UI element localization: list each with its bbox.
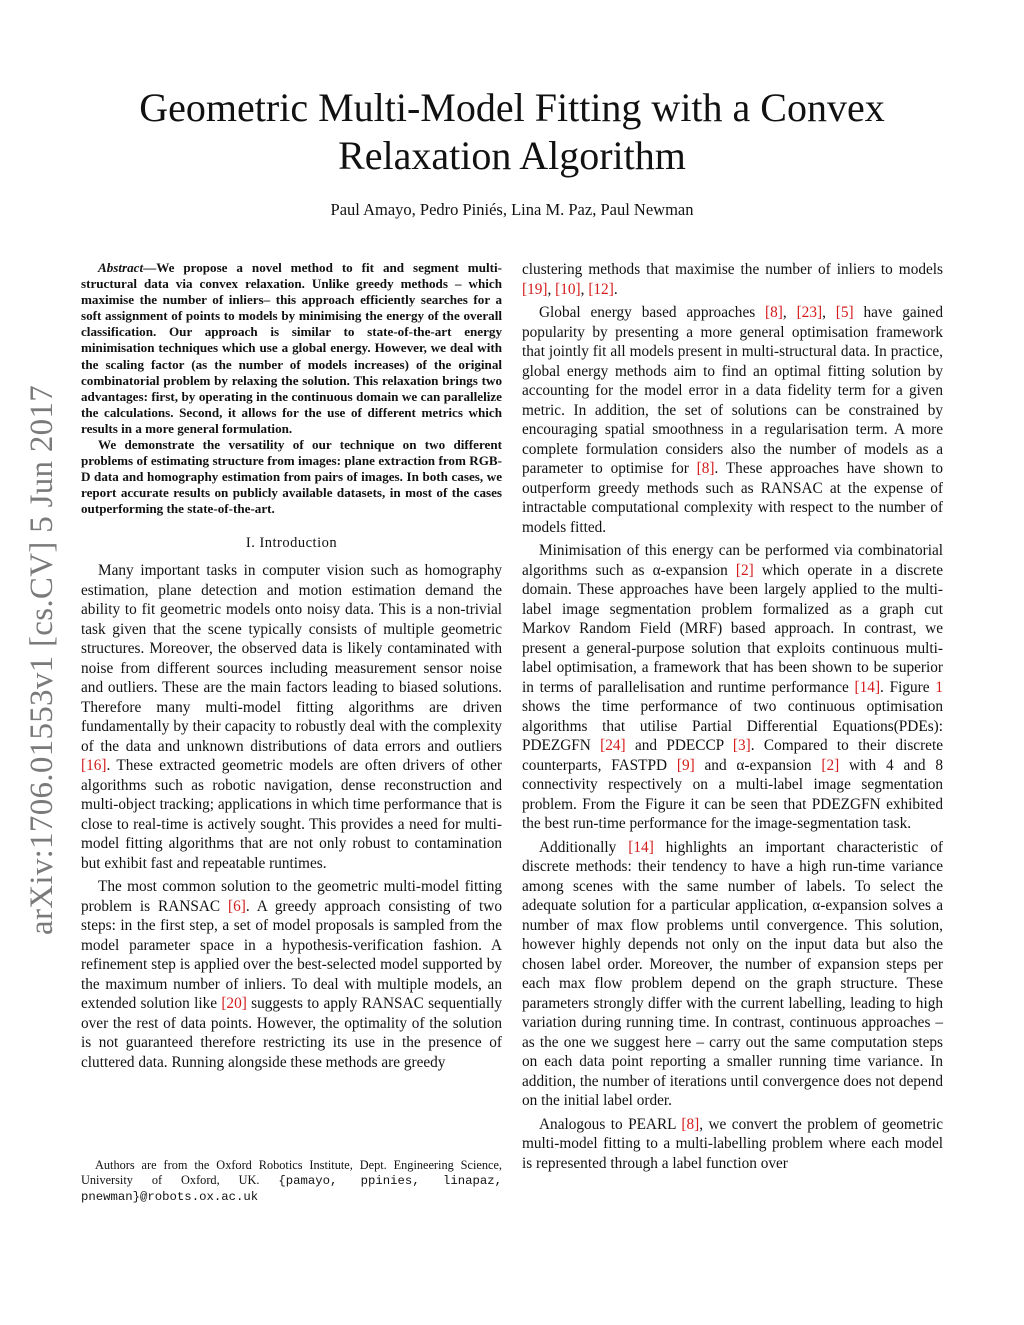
right-paragraph-1: Global energy based approaches [8], [23], [5] have gained popularity by presenting a more general optimisation framework that jointly fit all models present in multi-structural data. In practice, global energy methods aim to find an optimal fitting solution by accounting for the model error in a data fidelity term for a given metric. In addition, the set of solutions can be constrained by encouraging spatial smoothness in a regularisation term. A more complete formulation considers also the number of models as a parameter to optimise for [8]. These approaches have shown to outperform greedy methods such as RANSAC at the expense of intractable computational complexity with respect to the number of models fitted. [522, 304, 943, 536]
citation-link[interactable]: [8] [696, 460, 715, 477]
section-heading-introduction: I. Introduction [245, 534, 338, 551]
citation-link[interactable]: [20] [221, 995, 247, 1012]
citation-link[interactable]: [12] [588, 280, 614, 298]
citation-link[interactable]: [16] [81, 757, 107, 774]
paper-title: Geometric Multi-Model Fitting with a Convex Relaxation Algorithm [139, 85, 885, 178]
figure-link[interactable]: 1 [935, 678, 943, 696]
abstract-paragraph-2: We demonstrate the versatility of our technique on two different problems of estimating structure from images: plane extraction from RGB-D data and homography estimation from pairs of images. In both cases, we report accurate results on publicly available datasets, in most of the cases outperforming the state-of-the-art. [81, 437, 502, 517]
author-list: Paul Amayo, Pedro Piniés, Lina M. Paz, Paul Newman [330, 200, 694, 219]
citation-link[interactable]: [6] [228, 897, 246, 915]
left-column [81, 260, 502, 1076]
citation-link[interactable]: [5] [835, 304, 854, 321]
citation-link[interactable]: [3] [732, 737, 751, 754]
right-paragraph-2: Minimisation of this energy can be performed via combinatorial algorithms such as α-expansion [2] which operate in a discrete domain. These approaches have been largely applied to the multi-label image segmentation problem formalized as a graph cut Markov Random Field (MRF) based approach. In contrast, we present a general-purpose solution that exploits continuous multi-label optimisation, a framework that has been shown to be superior in terms of parallelisation and runtime performance [14]. Figure 1 shows the time performance of two continuous optimisation algorithms that utilise Partial Differential Equations(PDEs): PDEZGFN [24] and PDECCP [3]. Compared to their discrete counterparts, FASTPD [9] and α-expansion [2] with 4 and 8 connectivity respectively on a multi-label image segmentation problem. From the Figure it can be seen that PDEZGFN exhibited the best run-time performance for the image-segmentation task. [522, 542, 943, 832]
intro-paragraph-2: The most common solution to the geometric multi-model fitting problem is RANSAC [6]. A greedy approach consisting of two steps: in the first step, a set of model proposals is sampled from the model parameter space in a hypothesis-verification fashion. A refinement step is applied over the best-selected model supported by the maximum number of inliers. To deal with multiple models, an extended solution like [20] suggests to apply RANSAC sequentially over the rest of data points. However, the optimality of the solution is not guaranteed therefore restricting its use in the presence of cluttered data. Running alongside these methods are greedy [81, 878, 502, 1071]
citation-link[interactable]: [14] [854, 678, 881, 696]
citation-link[interactable]: [9] [676, 756, 695, 774]
right-column [522, 260, 943, 1177]
right-paragraph-3: Additionally [14] highlights an important characteristic of discrete methods: their tendency to have a high run-time variance among scenes with the same number of labels. To select the adequate solution for a particular application, α-expansion solves a number of max flow problems until convergence. This solution, however highly depends not only on the input data but also the chosen label order. Moreover, the number of expansion steps per each max flow problem depend on the graph structure. These parameters strongly differ with the current labelling, leading to high variation during running time. In contrast, continuous approaches – as the one we suggest here – carry out the same computation steps on each data point reporting a smaller running time variance. In addition, the number of iterations until convergence does not depend on the initial label order. [522, 838, 943, 1109]
citation-link[interactable]: [24] [600, 737, 626, 754]
footnote-email: {pamayo, ppinies, linapaz, pnewman}@robots.ox.ac.uk [81, 1174, 502, 1204]
footnote: Authors are from the Oxford Robotics Institute, Dept. Engineering Science, University of Oxford, UK. {pamayo, ppinies, linapaz, pnewman}@robots.ox.ac.uk [81, 1158, 502, 1204]
abstract-label: Abstract [98, 260, 144, 275]
citation-link[interactable]: [23] [796, 304, 823, 321]
right-paragraph-0: clustering methods that maximise the number of inliers to models [19], [10], [12]. [522, 261, 943, 298]
right-paragraph-4: Analogous to PEARL [8], we convert the problem of geometric multi-model fitting to a multi-labelling problem where each model is represented through a label function over [522, 1115, 943, 1172]
abstract: Abstract—We propose a novel method to fit and segment multi-structural data via convex relaxation. Unlike greedy methods – which maximise the number of inliers– this approach efficiently searches for a soft assignment of points to models by minimising the energy of the overall classification. Our approach is similar to state-of-the-art energy minimisation techniques which use a global energy. However, we deal with the scaling factor (as the number of models increases) of the original combinatorial problem by relaxing the solution. This relaxation brings two advantages: first, by operating in the continuous domain we can parallelize the calculations. Second, it allows for the use of different metrics which results in a more general formulation. We demonstrate the versatility of our technique on two different problems of estimating structure from images: plane extraction from RGB-D data and homography estimation from pairs of images. In both cases, we report accurate results on publicly available datasets, in most of the cases outperforming the state-of-the-art. [81, 260, 502, 517]
citation-link[interactable]: [10] [555, 280, 581, 298]
citation-link[interactable]: [8] [765, 304, 783, 321]
intro-paragraph-1: Many important tasks in computer vision such as homography estimation, plane detection and motion estimation demand the ability to fit geometric models onto noisy data. This is a non-trivial task given that the scene typically consists of multiple geometric structures. Moreover, the observed data is likely contaminated with noise from different sources including measurement sensor noise and outliers. These are the main factors leading to biased solutions. Therefore many multi-model fitting algorithms are driven fundamentally by their capacity to robustly deal with the complexity of the data and unknown distributions of data errors and outliers [16]. These extracted geometric models are often drivers of other algorithms such as robotic navigation, dense reconstruction and multi-object tracking; applications in which time performance that is close to real-time is actively sought. This provides a need for multi-model fitting algorithms that are not only robust to contamination but exhibit fast and repeatable runtimes. [81, 562, 502, 872]
arxiv-identifier: arXiv:1706.01553v1 [cs.CV] 5 Jun 2017 [24, 384, 60, 935]
citation-link[interactable]: [19] [522, 280, 548, 298]
citation-link[interactable]: [2] [735, 561, 754, 579]
citation-link[interactable]: [2] [821, 756, 840, 774]
citation-link[interactable]: [8] [681, 1115, 700, 1133]
citation-link[interactable]: [14] [628, 838, 654, 856]
